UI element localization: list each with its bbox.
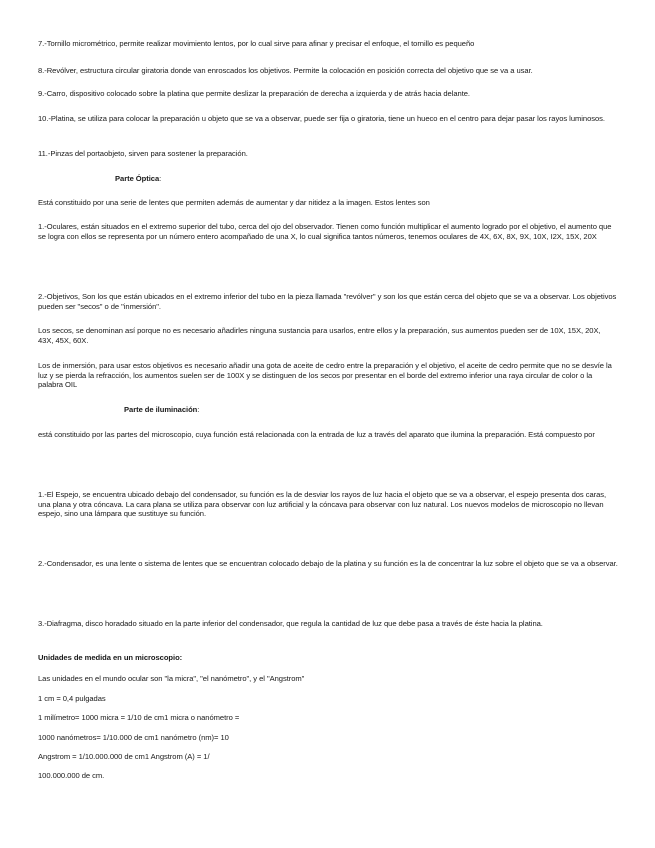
paragraph-milimetro: 1 milímetro= 1000 micra = 1/10 de cm1 micra o nanómetro = xyxy=(38,713,240,722)
paragraph-diafragma: 3.-Diafragma, disco horadado situado en la parte inferior del condensador, que regula la cantidad de luz que debe pasa a través de éste hacia la platina. xyxy=(38,619,543,628)
paragraph-condensador: 2.-Condensador, es una lente o sistema de lentes que se encuentran colocado debajo de la platina y su función es la de concentrar la luz sobre el objeto que se va a observar. xyxy=(38,559,618,568)
section-heading-optica xyxy=(115,174,415,184)
heading-optica-colon: : xyxy=(159,174,162,183)
paragraph-angstrom: Angstrom = 1/10.000.000 de cm1 Angstrom (A) = 1/ xyxy=(38,752,210,761)
section-heading-unidades: Unidades de medida en un microscopio: xyxy=(38,653,183,662)
paragraph-tornillo-micrometrico: 7.-Tornillo micrométrico, permite realizar movimiento lentos, por lo cual sirve para afinar y precisar el enfoque, el tornillo es pequeño xyxy=(38,39,475,48)
paragraph-inmersion: Los de inmersión, para usar estos objetivos es necesario añadir una gota de aceite de cedro entre la preparación y el objetivo, el aceite de cedro permite que no se desvíe la luz y se pierda la refracción, los aumentos suelen ser de 100X y se distinguen de los secos por presentar en el borde del extremo inferior una raya circular de color o la palabra OIL xyxy=(38,361,612,390)
paragraph-objetivos: 2.-Objetivos, Son los que están ubicados en el extremo inferior del tubo en la pieza llamada "revólver" y son los que están cerca del objeto que se va a observar. Los objetivos pueden ser "secos" o de "inmersión". xyxy=(38,292,617,311)
paragraph-pinzas: 11.-Pinzas del portaobjeto, sirven para sostener la preparación. xyxy=(38,149,248,158)
paragraph-iluminacion-intro: está constituido por las partes del microscopio, cuya función está relacionada con la entrada de luz a través del aparato que ilumina la preparación. Está compuesto por xyxy=(38,430,595,439)
section-heading-iluminacion xyxy=(124,405,424,415)
paragraph-nanometros: 1000 nanómetros= 1/10.000 de cm1 nanómetro (nm)= 10 xyxy=(38,733,229,742)
paragraph-revolver: 8.-Revólver, estructura circular giratoria donde van enroscados los objetivos. Permite la colocación en posición correcta del objetivo que se va a usar. xyxy=(38,66,533,75)
paragraph-angstrom-cm: 100.000.000 de cm. xyxy=(38,771,105,780)
paragraph-optica-intro: Está constituido por una serie de lentes que permiten además de aumentar y dar nitidez a la imagen. Estos lentes son xyxy=(38,198,430,207)
heading-iluminacion-text: Parte de iluminación xyxy=(124,405,198,414)
paragraph-oculares: 1.-Oculares, están situados en el extremo superior del tubo, cerca del ojo del observador. Tienen como función multiplicar el aumento logrado por el objetivo, el aumento que se logra con ellos se representa por un número entero acompañado de una X, lo cual significa tantos números, tenemos oculares de 4X, 6X, 8X, 9X, 10X, I2X, 15X, 20X xyxy=(38,222,612,241)
paragraph-platina: 10.-Platina, se utiliza para colocar la preparación u objeto que se va a observar, puede ser fija o giratoria, tiene un hueco en el centro para dejar pasar los rayos luminosos. xyxy=(38,114,605,123)
heading-optica-text: Parte Óptica xyxy=(115,174,160,183)
paragraph-espejo: 1.-El Espejo, se encuentra ubicado debajo del condensador, su función es la de desviar los rayos de luz hacia el objeto que se va a observar, el espejo presenta dos caras, una plana y otra cóncava. La cara plana se utiliza para observar con luz artificial y la cóncava para observar con luz natural. Los nuevos modelos de microscopio no llevan espejo, sino una lámpara que sustituye su función. xyxy=(38,490,607,519)
paragraph-carro: 9.-Carro, dispositivo colocado sobre la platina que permite deslizar la preparación de derecha a izquierda y de atrás hacia delante. xyxy=(38,89,470,98)
paragraph-unidades-intro: Las unidades en el mundo ocular son "la micra", "el nanómetro", y el "Angstrom" xyxy=(38,674,305,683)
paragraph-secos: Los secos, se denominan así porque no es necesario añadirles ninguna sustancia para usarlos, entre ellos y la preparación, sus aumentos pueden ser de 10X, 15X, 20X, 43X, 45X, 60X. xyxy=(38,326,601,345)
heading-iluminacion-colon: : xyxy=(197,405,200,414)
paragraph-cm-pulgadas: 1 cm = 0,4 pulgadas xyxy=(38,694,106,703)
